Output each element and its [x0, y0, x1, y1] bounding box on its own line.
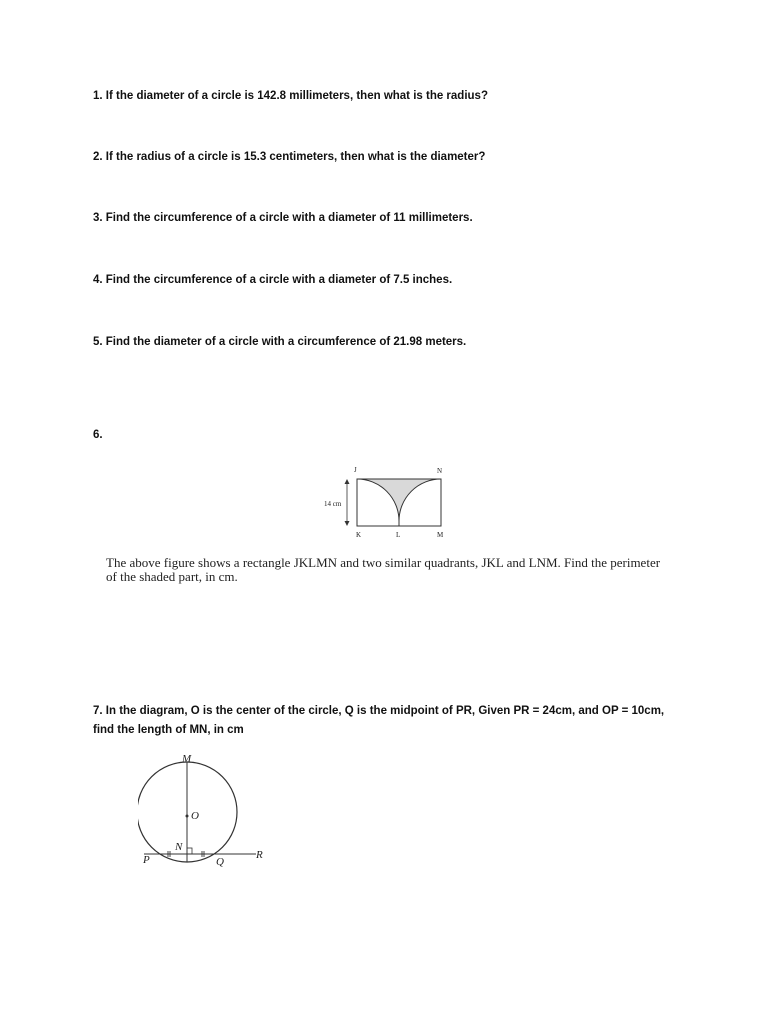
center-point	[186, 815, 189, 818]
right-angle-mark	[187, 848, 192, 854]
question-6: 6.	[93, 429, 103, 441]
question-3: 3. Find the circumference of a circle with a diameter of 11 millimeters.	[93, 212, 473, 224]
label-m7: M	[182, 753, 192, 765]
label-q7: Q	[216, 856, 224, 868]
label-p7: P	[143, 854, 150, 866]
label-o7: O	[191, 810, 199, 822]
label-m: M	[437, 531, 444, 539]
label-l: L	[396, 531, 401, 539]
question-4: 4. Find the circumference of a circle with a diameter of 7.5 inches.	[93, 274, 453, 286]
label-n: N	[437, 467, 443, 475]
label-n7: N	[175, 841, 183, 853]
label-k: K	[356, 531, 362, 539]
question-1: 1. If the diameter of a circle is 142.8 millimeters, then what is the radius?	[93, 90, 488, 102]
arrow-head-up	[345, 479, 350, 484]
arrow-head-down	[345, 521, 350, 526]
label-r7: R	[256, 849, 263, 861]
question-5: 5. Find the diameter of a circle with a circumference of 21.98 meters.	[93, 336, 467, 348]
question-2: 2. If the radius of a circle is 15.3 centimeters, then what is the diameter?	[93, 151, 486, 163]
figure-6-caption: The above figure shows a rectangle JKLMN and two similar quadrants, JKL and LNM. Find the perimeter of the shaded part, in cm.	[106, 555, 661, 584]
figure-6-diagram	[320, 462, 450, 544]
label-j: J	[354, 466, 357, 474]
question-7: 7. In the diagram, O is the center of the circle, Q is the midpoint of PR, Given PR = 24cm, and OP = 10cm, find the length of MN, in cm	[93, 705, 665, 736]
figure-7-diagram	[138, 752, 270, 874]
dimension-label: 14 cm	[324, 500, 342, 508]
